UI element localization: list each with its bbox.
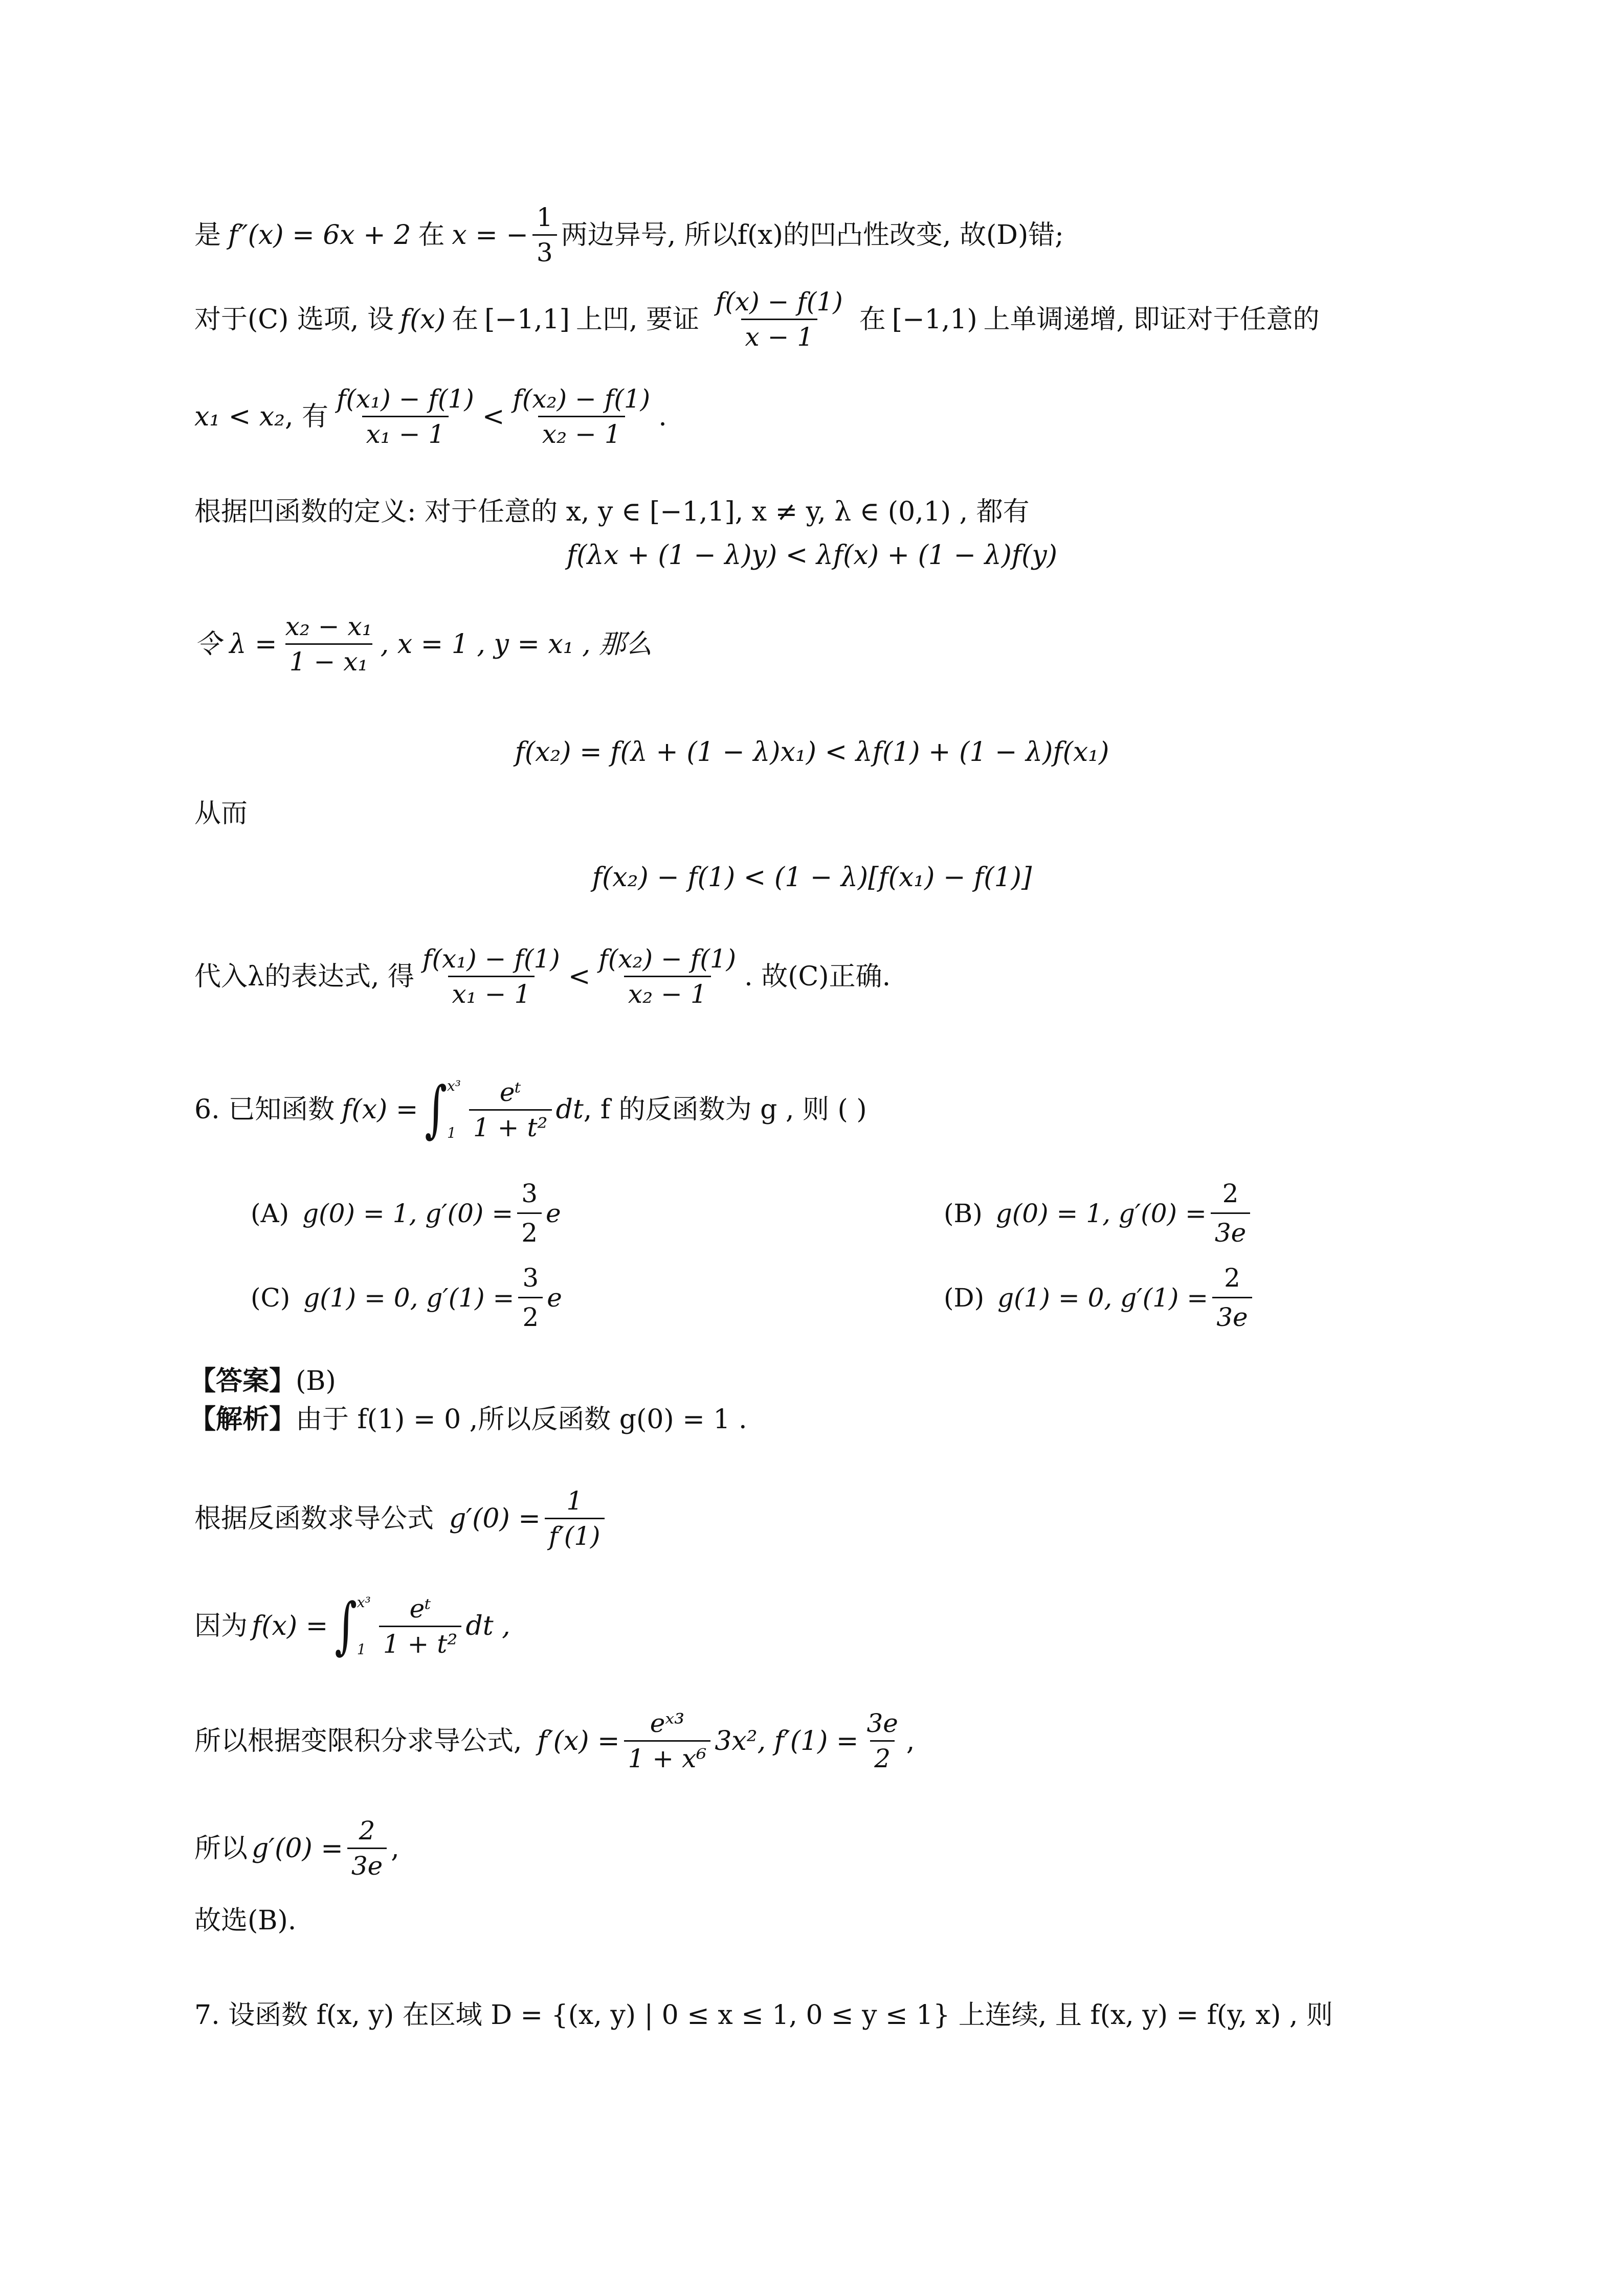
formula-substitution: [0, 739, 1624, 766]
text: 所以: [194, 1833, 248, 1864]
formula: g(0) = 1, g′(0) =: [995, 1198, 1207, 1228]
text: 根据反函数求导公式: [194, 1503, 434, 1534]
formula: f′(x) =: [537, 1725, 620, 1757]
text: , 有: [284, 401, 329, 432]
question-number: 6. 已知函数: [194, 1094, 335, 1125]
analysis-line: [189, 1406, 747, 1433]
formula: f(x): [399, 304, 446, 335]
text: 在: [859, 304, 886, 335]
text: . 故(C)正确.: [744, 961, 891, 992]
formula: f(x) =: [252, 1611, 328, 1641]
formula: [−1,1): [892, 304, 977, 335]
text: 故选(B).: [194, 1905, 297, 1936]
formula: g(1) = 0, g′(1) =: [997, 1282, 1209, 1313]
option-d: [944, 1263, 1256, 1332]
fraction: $\frac{3e}{2}$: [866, 1708, 898, 1773]
text: 代入λ的表达式, 得: [194, 961, 415, 992]
solution-inverse-derivative: [194, 1488, 609, 1549]
text: 对于(C) 选项, 设: [194, 304, 394, 335]
line-convexity-d: [194, 202, 1064, 267]
analysis-text: 由于 f(1) = 0 ,所以反函数 g(0) = 1 .: [296, 1404, 747, 1435]
solution-variable-limit: 所以根据变限积分求导公式, f′(x) = $\frac{\text{eˣ³}}{\text{1 + x⁶}}$ 3x², f′(1) = $\frac{3e}{2}$ ,: [194, 1708, 915, 1773]
answer-value: (B): [296, 1366, 336, 1397]
formula: x = −: [452, 219, 528, 251]
fraction: $\frac{\text{eᵗ}}{\text{1 + t²}}$: [469, 1079, 552, 1140]
less-than: <: [568, 961, 591, 992]
text: 是: [194, 219, 221, 251]
line-option-c-setup: [194, 289, 1320, 350]
line-inequality-goal: [194, 386, 667, 447]
fraction: $\frac{\text{f(x₂) − f(1)}}{\text{x₂ − 1}}$: [598, 944, 737, 1009]
text: , x = 1 , y = x₁ , 那么: [380, 628, 653, 660]
line-concave-definition: [194, 499, 1030, 525]
text: 在: [418, 219, 445, 251]
text: 两边异号, 所以f(x)的凹凸性改变, 故(D)错;: [561, 219, 1064, 251]
fraction: $\frac{2}{3e}$: [1211, 1179, 1250, 1248]
line-therefore: [194, 800, 248, 827]
solution-result: 所以 g′(0) = $\frac{2}{3e}$ ,: [194, 1816, 399, 1881]
formula: f″(x) = 6x + 2: [228, 219, 411, 251]
fraction: $\frac{\text{f(x₂) − f(1)}}{\text{x₂ − 1}}$: [513, 384, 651, 449]
line-conclusion-c: [194, 946, 891, 1007]
option-label: (B): [944, 1198, 983, 1228]
formula-difference: [0, 864, 1624, 891]
formula: g(0) = 1, g′(0) =: [302, 1198, 514, 1228]
formula: f(x₂) − f(1) < (1 − λ)[f(x₁) − f(1)]: [592, 862, 1032, 893]
option-label: (D): [944, 1282, 985, 1313]
text: 在: [452, 304, 479, 335]
formula: f(x) =: [342, 1094, 418, 1125]
option-c: (C) g(1) = 0, g′(1) = $\frac{3}{2}$ e: [251, 1263, 562, 1332]
fraction: $\frac{\text{eˣ³}}{\text{1 + x⁶}}$: [624, 1710, 711, 1771]
less-than: <: [482, 401, 505, 432]
question-7-stem: [194, 2002, 1333, 2029]
text: 从而: [194, 798, 248, 829]
fraction: $\frac{\text{x₂ − x₁}}{\text{1 − x₁}}$: [285, 612, 372, 677]
option-a: (A) g(0) = 1, g′(0) = $\frac{3}{2}$ e: [251, 1179, 561, 1248]
formula: 3x², f′(1) =: [715, 1725, 859, 1757]
text: 根据凹函数的定义: 对于任意的 x, y ∈ [−1,1], x ≠ y, λ ∈ (0,1) , 都有: [194, 497, 1030, 527]
fraction: $\frac{1}{f'(1)}$: [545, 1488, 605, 1549]
answer-tag: 【答案】: [189, 1365, 296, 1397]
text: 所以根据变限积分求导公式,: [194, 1725, 522, 1757]
analysis-tag: 【解析】: [189, 1404, 296, 1435]
solution-since-fx: [194, 1590, 510, 1661]
option-label: (C): [251, 1282, 291, 1313]
formula-concave-inequality: [0, 542, 1624, 569]
text: 因为: [194, 1611, 248, 1641]
fraction: $\frac{3}{2}$: [517, 1179, 542, 1248]
text: , f 的反函数为 g , 则 ( ): [583, 1094, 867, 1125]
fraction: $\frac{1}{3}$: [532, 205, 557, 265]
question-text: 7. 设函数 f(x, y) 在区域 D = {(x, y) | 0 ≤ x ≤ 1, 0 ≤ y ≤ 1} 上连续, 且 f(x, y) = f(y, x) , 则: [194, 2000, 1333, 2031]
formula: g(1) = 0, g′(1) =: [303, 1282, 515, 1313]
formula: g′(0) =: [449, 1503, 541, 1534]
formula: f(x₂) = f(λ + (1 − λ)x₁) < λf(1) + (1 − λ)f(x₁): [515, 737, 1109, 768]
fraction: $\frac{\text{eᵗ}}{\text{1 + t²}}$: [379, 1596, 462, 1657]
fraction: $\frac{2}{3e}$: [347, 1818, 387, 1879]
line-let-lambda: [194, 612, 653, 677]
fraction: $\frac{\text{f(x₁) − f(1)}}{\text{x₁ − 1}}$: [337, 384, 474, 449]
formula: f(λx + (1 − λ)y) < λf(x) + (1 − λ)f(y): [566, 540, 1058, 571]
answer-line: [189, 1365, 336, 1397]
text: .: [658, 401, 667, 432]
option-b: [944, 1179, 1254, 1248]
fraction: $\frac{3}{2}$: [518, 1263, 543, 1332]
formula: g′(0) =: [252, 1833, 343, 1864]
integral-sign: ∫ x³ 1: [335, 1590, 371, 1661]
text: 上单调递增, 即证对于任意的: [983, 304, 1320, 335]
integral-sign: ∫ x³ 1: [425, 1074, 461, 1145]
formula: [−1,1]: [484, 304, 570, 335]
formula: dt ,: [465, 1611, 510, 1641]
solution-choice: [194, 1907, 296, 1934]
formula: 令 λ =: [194, 628, 277, 660]
fraction: $\frac{2}{3e}$: [1212, 1263, 1252, 1332]
formula: dt: [555, 1094, 584, 1125]
formula: x₁ < x₂: [194, 401, 285, 432]
fraction: $\frac{\text{f(x₁) − f(1)}}{\text{x₁ − 1}}$: [422, 944, 560, 1009]
fraction: $\frac{f(x) - f(1)}{x - 1}$: [716, 287, 843, 352]
question-6-stem: [194, 1074, 867, 1145]
option-label: (A): [251, 1198, 290, 1228]
text: 上凹, 要证: [575, 304, 700, 335]
